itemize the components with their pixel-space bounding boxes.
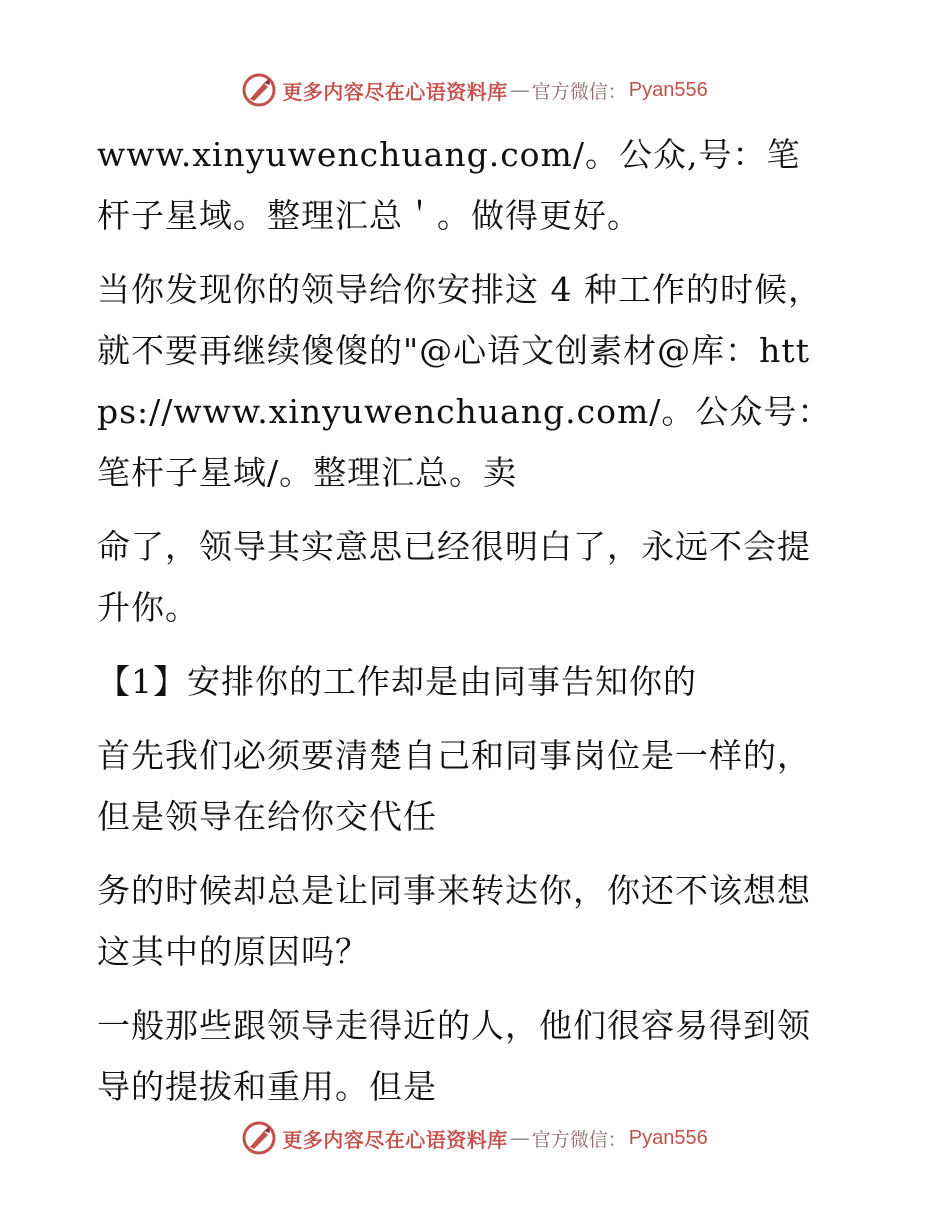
banner-dash: — (509, 1126, 530, 1150)
banner-wechat-label: 官方微信： (531, 1128, 627, 1151)
banner-wechat-id: Pyan556 (628, 78, 708, 101)
footer-banner (0, 1118, 950, 1158)
paragraph-5: 务的时候却总是让同事来转达你，你还不该想想这其中的原因吗？ (97, 871, 811, 971)
quill-pen-logo-icon (242, 73, 276, 107)
section-heading: 【1】安排你的工作却是由同事告知你的 (97, 662, 697, 701)
banner-wechat-id: Pyan556 (628, 1126, 708, 1149)
banner-brand-text: 更多内容尽在心语资料库 (282, 1127, 508, 1152)
banner-wechat-label: 官方微信： (531, 80, 627, 103)
paragraph-3: 命了，领导其实意思已经很明白了，永远不会提升你。 (97, 527, 811, 627)
paragraph-6: 一般那些跟领导走得近的人，他们很容易得到领导的提拔和重用。但是 (97, 1006, 811, 1106)
banner-brand-text: 更多内容尽在心语资料库 (282, 79, 508, 104)
banner-dash: — (509, 78, 530, 102)
header-banner (0, 70, 950, 110)
document-body (97, 124, 832, 1117)
paragraph-1: www.xinyuwenchuang.com/。公众,号：笔杆子星域。整理汇总＇。做得更好。 (97, 135, 801, 235)
paragraph-4: 首先我们必须要清楚自己和同事岗位是一样的，但是领导在给你交代任 (97, 736, 811, 836)
quill-pen-logo-icon (242, 1121, 276, 1155)
paragraph-2: 当你发现你的领导给你安排这 4 种工作的时候，就不要再继续傻傻的"@心语文创素材@库：https://www.xinyuwenchuang.com/。公众号：笔杆子星域/。整理汇总。卖 (97, 270, 832, 492)
